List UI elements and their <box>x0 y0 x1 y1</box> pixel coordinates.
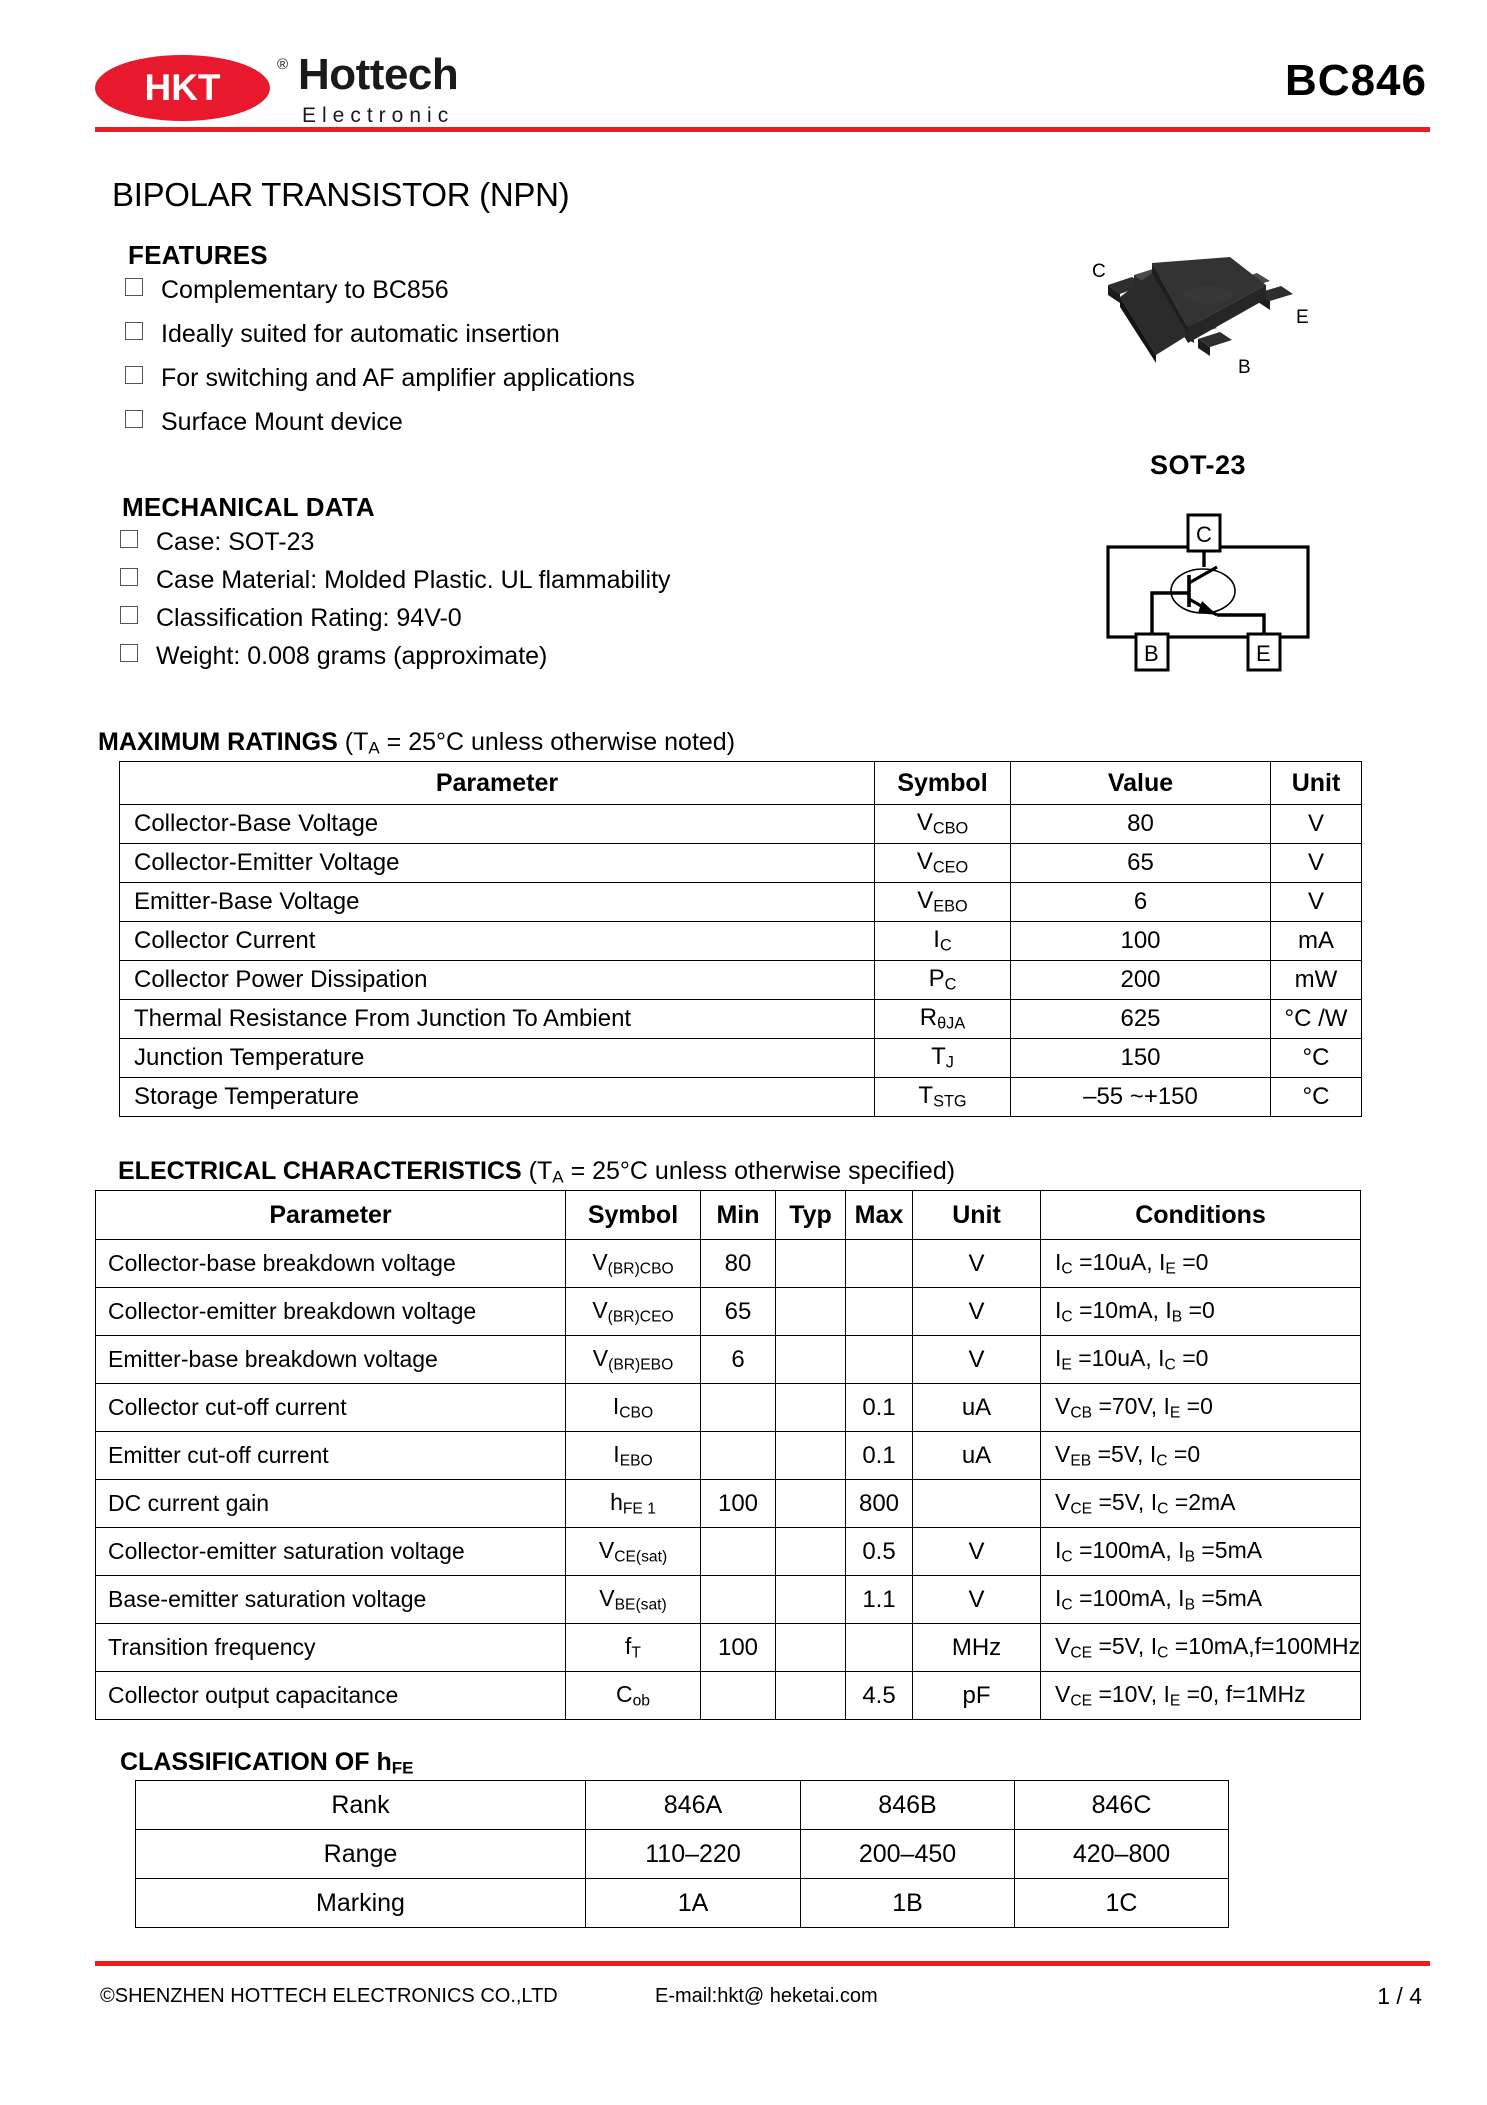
svg-text:E: E <box>1296 307 1309 328</box>
cell-value: 200 <box>1011 961 1271 1000</box>
cell-max <box>846 1624 913 1672</box>
table-row <box>96 1336 1361 1384</box>
cell-min: 65 <box>701 1288 776 1336</box>
cell-parameter: Collector output capacitance <box>96 1672 566 1720</box>
max-ratings-heading-condition: ($T_A = 25^\circ C$ unless otherwise noted) <box>344 728 736 758</box>
cell-value: 80 <box>1011 805 1271 844</box>
svg-text:C: C <box>1196 522 1212 547</box>
list-item <box>125 410 635 435</box>
logo-hkt-text: HKT <box>144 67 221 108</box>
cell-symbol: $R_{\theta JA}$ <box>875 1000 1011 1039</box>
table-header-row <box>96 1191 1361 1240</box>
cell-unit: MHz <box>913 1624 1041 1672</box>
list-item-label: Case: SOT-23 <box>156 528 315 556</box>
max-ratings-table <box>119 761 1362 1117</box>
list-item-label: Case Material: Molded Plastic. UL flammability <box>156 566 671 594</box>
cell-value: 100 <box>1011 922 1271 961</box>
part-number: BC846 <box>1285 56 1427 105</box>
table-header-row <box>120 762 1362 805</box>
cell-unit: V <box>913 1576 1041 1624</box>
cell-row-label: Marking <box>136 1879 586 1928</box>
cell-unit: V <box>913 1528 1041 1576</box>
cell-conditions: $I_E =10uA$, $I_C =0$ <box>1041 1336 1361 1384</box>
column-header-value: Value <box>1011 762 1271 805</box>
cell-conditions: $V_{CE} =5V$, $I_C =10mA,f=100MHz$ <box>1041 1624 1361 1672</box>
cell-value: 1C <box>1015 1879 1229 1928</box>
table-row <box>136 1879 1229 1928</box>
max-ratings-heading <box>98 728 735 759</box>
list-item-label: Surface Mount device <box>161 408 403 436</box>
cell-symbol: $h_{FE 1}$ <box>566 1480 701 1528</box>
electrical-heading-condition: ($T_A = 25^\circ C$ unless otherwise specified) <box>528 1157 956 1187</box>
list-item <box>125 366 635 391</box>
table-row <box>96 1624 1361 1672</box>
cell-typ <box>776 1288 846 1336</box>
cell-value: 1B <box>801 1879 1015 1928</box>
electrical-heading <box>118 1157 955 1188</box>
max-ratings-heading-main: MAXIMUM RATINGS <box>98 728 338 756</box>
cell-value: 846A <box>586 1781 801 1830</box>
list-item <box>120 530 671 555</box>
cell-parameter: Emitter-base breakdown voltage <box>96 1336 566 1384</box>
cell-symbol: $P_C$ <box>875 961 1011 1000</box>
cell-symbol: $V_{BE(sat)}$ <box>566 1576 701 1624</box>
cell-parameter: Collector-emitter saturation voltage <box>96 1528 566 1576</box>
classification-heading-sub: FE <box>391 1758 414 1778</box>
cell-max <box>846 1336 913 1384</box>
footer-company: ©SHENZHEN HOTTECH ELECTRONICS CO.,LTD <box>100 1985 558 2007</box>
list-item <box>120 606 671 631</box>
features-list <box>125 278 635 454</box>
cell-min: 100 <box>701 1624 776 1672</box>
schematic-symbol-diagram <box>1090 505 1350 690</box>
mechanical-data-list <box>120 530 671 682</box>
cell-parameter: DC current gain <box>96 1480 566 1528</box>
cell-symbol: $C_{ob}$ <box>566 1672 701 1720</box>
cell-max: 4.5 <box>846 1672 913 1720</box>
square-bullet-icon <box>125 366 143 384</box>
table-row <box>120 1078 1362 1117</box>
table-row <box>96 1672 1361 1720</box>
cell-unit: V <box>913 1240 1041 1288</box>
cell-value: 150 <box>1011 1039 1271 1078</box>
list-item <box>120 568 671 593</box>
package-caption: SOT-23 <box>1150 450 1247 480</box>
cell-min <box>701 1576 776 1624</box>
cell-parameter: Thermal Resistance From Junction To Ambient <box>120 1000 875 1039</box>
column-header-unit: Unit <box>913 1191 1041 1240</box>
footer-email: E-mail:hkt@ heketai.com <box>655 1985 878 2007</box>
cell-unit: °C <box>1271 1078 1362 1117</box>
cell-max: 0.1 <box>846 1432 913 1480</box>
cell-symbol: $V_{CE(sat)}$ <box>566 1528 701 1576</box>
cell-conditions: $I_C =10mA$, $I_B =0$ <box>1041 1288 1361 1336</box>
page-header <box>0 0 1487 160</box>
cell-symbol: $V_{CEO}$ <box>875 844 1011 883</box>
cell-typ <box>776 1576 846 1624</box>
table-row <box>120 844 1362 883</box>
table-row <box>96 1576 1361 1624</box>
cell-min <box>701 1384 776 1432</box>
cell-max: 0.1 <box>846 1384 913 1432</box>
cell-value: 110–220 <box>586 1830 801 1879</box>
cell-parameter: Emitter cut-off current <box>96 1432 566 1480</box>
cell-max <box>846 1240 913 1288</box>
cell-symbol: $V_{(BR)CEO}$ <box>566 1288 701 1336</box>
cell-parameter: Collector Power Dissipation <box>120 961 875 1000</box>
cell-typ <box>776 1672 846 1720</box>
page-footer <box>95 1985 1430 2025</box>
square-bullet-icon <box>125 322 143 340</box>
electrical-characteristics-table <box>95 1190 1361 1720</box>
cell-parameter: Collector-emitter breakdown voltage <box>96 1288 566 1336</box>
mechanical-data-heading: MECHANICAL DATA <box>122 492 375 522</box>
logo-company-subname: Electronic <box>302 104 455 127</box>
table-row <box>120 805 1362 844</box>
cell-parameter: Junction Temperature <box>120 1039 875 1078</box>
cell-value: 65 <box>1011 844 1271 883</box>
column-header-unit: Unit <box>1271 762 1362 805</box>
list-item <box>120 644 671 669</box>
column-header-conditions: Conditions <box>1041 1191 1361 1240</box>
cell-value: 200–450 <box>801 1830 1015 1879</box>
cell-value: 846B <box>801 1781 1015 1830</box>
table-row <box>120 1039 1362 1078</box>
cell-symbol: $V_{(BR)EBO}$ <box>566 1336 701 1384</box>
cell-symbol: $I_{CBO}$ <box>566 1384 701 1432</box>
table-row <box>120 922 1362 961</box>
table-row <box>96 1432 1361 1480</box>
cell-typ <box>776 1336 846 1384</box>
npn-transistor-symbol <box>1090 505 1350 690</box>
table-row <box>120 1000 1362 1039</box>
cell-value: 625 <box>1011 1000 1271 1039</box>
column-header-max: Max <box>846 1191 913 1240</box>
cell-max: 1.1 <box>846 1576 913 1624</box>
cell-parameter: Collector-Emitter Voltage <box>120 844 875 883</box>
cell-parameter: Collector-Base Voltage <box>120 805 875 844</box>
cell-value: 6 <box>1011 883 1271 922</box>
cell-unit: V <box>1271 844 1362 883</box>
cell-parameter: Transition frequency <box>96 1624 566 1672</box>
cell-min <box>701 1672 776 1720</box>
table-row <box>120 961 1362 1000</box>
sot23-package-illustration <box>1090 255 1340 395</box>
cell-max: 0.5 <box>846 1528 913 1576</box>
registered-trademark-icon: ® <box>277 56 289 73</box>
svg-text:B: B <box>1144 641 1159 666</box>
cell-unit: uA <box>913 1432 1041 1480</box>
cell-typ <box>776 1624 846 1672</box>
table-row <box>96 1240 1361 1288</box>
cell-min <box>701 1528 776 1576</box>
cell-min: 80 <box>701 1240 776 1288</box>
cell-symbol: $V_{CBO}$ <box>875 805 1011 844</box>
cell-parameter: Storage Temperature <box>120 1078 875 1117</box>
square-bullet-icon <box>120 530 138 548</box>
list-item <box>125 322 635 347</box>
cell-typ <box>776 1384 846 1432</box>
cell-symbol: $T_{STG}$ <box>875 1078 1011 1117</box>
cell-parameter: Collector Current <box>120 922 875 961</box>
logo-company-name: Hottech <box>298 50 459 99</box>
cell-parameter: Emitter-Base Voltage <box>120 883 875 922</box>
cell-row-label: Range <box>136 1830 586 1879</box>
list-item-label: Classification Rating: 94V-0 <box>156 604 462 632</box>
list-item-label: Weight: 0.008 grams (approximate) <box>156 642 548 670</box>
footer-page-number: 1 / 4 <box>1377 1983 1422 2009</box>
page-title: BIPOLAR TRANSISTOR (NPN) <box>112 176 570 213</box>
cell-conditions: $V_{CB} =70V$, $I_E =0$ <box>1041 1384 1361 1432</box>
square-bullet-icon <box>120 606 138 624</box>
cell-parameter: Collector-base breakdown voltage <box>96 1240 566 1288</box>
column-header-parameter: Parameter <box>96 1191 566 1240</box>
list-item-label: Ideally suited for automatic insertion <box>161 320 560 348</box>
square-bullet-icon <box>120 568 138 586</box>
cell-symbol: $V_{(BR)CBO}$ <box>566 1240 701 1288</box>
cell-unit: V <box>913 1336 1041 1384</box>
cell-unit: mW <box>1271 961 1362 1000</box>
cell-conditions: $V_{CE} =5V$, $I_C =2mA$ <box>1041 1480 1361 1528</box>
cell-unit: pF <box>913 1672 1041 1720</box>
cell-typ <box>776 1480 846 1528</box>
cell-unit: V <box>1271 883 1362 922</box>
cell-unit <box>913 1480 1041 1528</box>
table-row <box>120 883 1362 922</box>
cell-unit: °C <box>1271 1039 1362 1078</box>
cell-min: 6 <box>701 1336 776 1384</box>
cell-unit: uA <box>913 1384 1041 1432</box>
square-bullet-icon <box>120 644 138 662</box>
company-logo <box>95 38 515 128</box>
list-item <box>125 278 635 303</box>
cell-symbol: $T_J$ <box>875 1039 1011 1078</box>
list-item-label: For switching and AF amplifier applications <box>161 364 635 392</box>
cell-conditions: $I_C =100mA$, $I_B =5mA$ <box>1041 1576 1361 1624</box>
column-header-typ: Typ <box>776 1191 846 1240</box>
cell-symbol: $I_C$ <box>875 922 1011 961</box>
table-row <box>96 1384 1361 1432</box>
square-bullet-icon <box>125 278 143 296</box>
cell-value: –55 ~+150 <box>1011 1078 1271 1117</box>
cell-conditions: $V_{CE} =10V$, $I_E =0$, f=1MHz <box>1041 1672 1361 1720</box>
cell-value: 846C <box>1015 1781 1229 1830</box>
cell-symbol: $V_{EBO}$ <box>875 883 1011 922</box>
svg-text:C: C <box>1092 261 1106 282</box>
cell-unit: °C /W <box>1271 1000 1362 1039</box>
column-header-min: Min <box>701 1191 776 1240</box>
cell-parameter: Collector cut-off current <box>96 1384 566 1432</box>
svg-text:B: B <box>1238 357 1251 378</box>
cell-typ <box>776 1432 846 1480</box>
table-row <box>136 1830 1229 1879</box>
table-row <box>96 1288 1361 1336</box>
cell-conditions: $I_C =100mA$, $I_B =5mA$ <box>1041 1528 1361 1576</box>
cell-conditions: $V_{EB} =5V$, $I_C =0$ <box>1041 1432 1361 1480</box>
column-header-symbol: Symbol <box>566 1191 701 1240</box>
hfe-classification-table <box>135 1780 1229 1928</box>
cell-row-label: Rank <box>136 1781 586 1830</box>
cell-value: 420–800 <box>1015 1830 1229 1879</box>
table-row <box>96 1528 1361 1576</box>
cell-symbol: $I_{EBO}$ <box>566 1432 701 1480</box>
cell-unit: V <box>1271 805 1362 844</box>
package-photo <box>1090 255 1340 395</box>
classification-heading <box>120 1748 413 1779</box>
cell-min: 100 <box>701 1480 776 1528</box>
cell-symbol: $f_T$ <box>566 1624 701 1672</box>
classification-heading-main: CLASSIFICATION OF h <box>120 1748 392 1776</box>
cell-typ <box>776 1528 846 1576</box>
cell-parameter: Base-emitter saturation voltage <box>96 1576 566 1624</box>
table-row <box>96 1480 1361 1528</box>
square-bullet-icon <box>125 410 143 428</box>
electrical-heading-main: ELECTRICAL CHARACTERISTICS <box>118 1157 522 1185</box>
column-header-symbol: Symbol <box>875 762 1011 805</box>
features-heading: FEATURES <box>128 240 268 270</box>
cell-value: 1A <box>586 1879 801 1928</box>
cell-unit: mA <box>1271 922 1362 961</box>
footer-divider <box>95 1961 1430 1966</box>
header-divider <box>95 127 1430 132</box>
cell-max: 800 <box>846 1480 913 1528</box>
table-row <box>136 1781 1229 1830</box>
cell-unit: V <box>913 1288 1041 1336</box>
svg-text:E: E <box>1256 641 1271 666</box>
list-item-label: Complementary to BC856 <box>161 276 449 304</box>
cell-max <box>846 1288 913 1336</box>
cell-min <box>701 1432 776 1480</box>
cell-conditions: $I_C =10uA$, $I_E =0$ <box>1041 1240 1361 1288</box>
cell-typ <box>776 1240 846 1288</box>
column-header-parameter: Parameter <box>120 762 875 805</box>
